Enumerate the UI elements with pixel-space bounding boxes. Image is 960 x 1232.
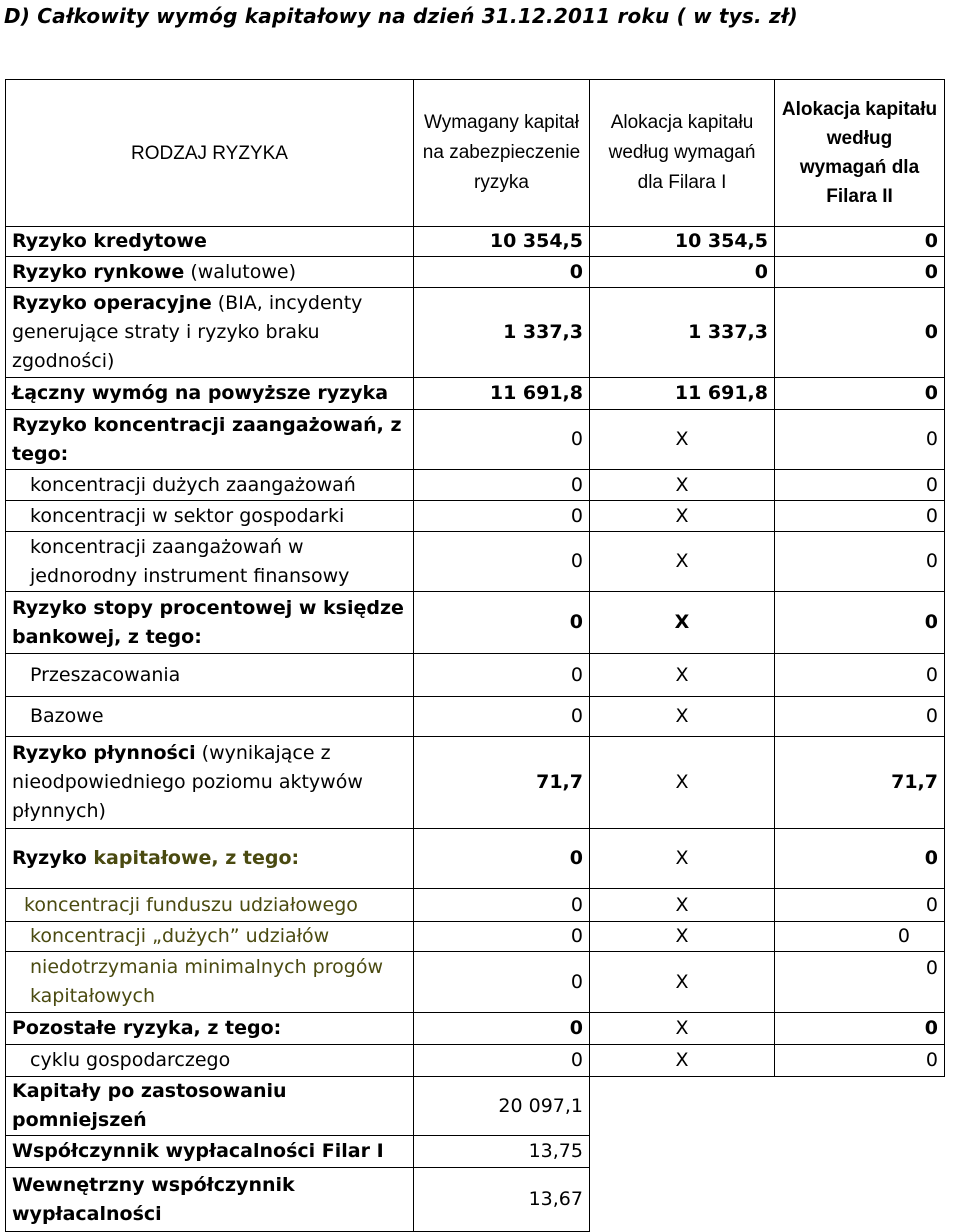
value-required: 11 691,8 [414,378,590,410]
value-required: 13,67 [414,1168,590,1232]
value-required: 0 [414,952,590,1013]
row-label: Ryzyko kapitałowe, z tego: [6,829,414,889]
value-pillar-1: 0 [590,257,775,288]
value-pillar-2: 0 [775,952,945,1013]
value-pillar-1: 1 337,3 [590,288,775,378]
value-pillar-1: X [590,1013,775,1045]
value-pillar-2: 0 [775,654,945,697]
value-required: 13,75 [414,1136,590,1168]
row-label: Wewnętrzny współczynnik wypłacalności [6,1168,414,1232]
value-pillar-2: 0 [775,288,945,378]
value-pillar-1: X [590,697,775,737]
value-pillar-1: X [590,737,775,829]
table-row [6,378,945,410]
value-required: 0 [414,829,590,889]
value-pillar-1: 10 354,5 [590,227,775,257]
row-label: niedotrzymania minimalnych progów kapitałowych [6,952,414,1013]
value-pillar-2: 0 [775,378,945,410]
table-row [6,889,945,922]
table-row [6,501,945,532]
empty-cell [590,1168,775,1232]
table-row [6,697,945,737]
empty-cell [590,1136,775,1168]
table-row [6,410,945,470]
empty-cell [590,1077,775,1136]
table-row [6,227,945,257]
table-row [6,829,945,889]
value-pillar-1: X [590,1045,775,1077]
row-label: Łączny wymóg na powyższe ryzyka [6,378,414,410]
value-required: 0 [414,410,590,470]
value-pillar-1: X [590,889,775,922]
row-label: koncentracji w sektor gospodarki [6,501,414,532]
table-row [6,1077,945,1136]
value-required: 0 [414,257,590,288]
value-required: 10 354,5 [414,227,590,257]
value-required: 0 [414,889,590,922]
value-required: 0 [414,532,590,592]
value-pillar-1: 11 691,8 [590,378,775,410]
table-row [6,288,945,378]
value-required: 0 [414,592,590,654]
value-required: 71,7 [414,737,590,829]
value-pillar-1: X [590,410,775,470]
value-pillar-1: X [590,829,775,889]
row-label: Ryzyko stopy procentowej w księdze bankowej, z tego: [6,592,414,654]
value-required: 0 [414,470,590,501]
value-pillar-2: 0 [775,1045,945,1077]
value-pillar-2: 71,7 [775,737,945,829]
value-required: 0 [414,654,590,697]
value-pillar-1: X [590,952,775,1013]
value-required: 1 337,3 [414,288,590,378]
table-row [6,952,945,1013]
column-header-required-capital: Wymagany kapitał na zabezpieczenie ryzyka [414,80,590,227]
row-label: Przeszacowania [6,654,414,697]
value-pillar-2: 0 [775,889,945,922]
row-label: Ryzyko operacyjne (BIA, incydenty generujące straty i ryzyko braku zgodności) [6,288,414,378]
table-row [6,592,945,654]
value-pillar-2: 0 [775,829,945,889]
column-header-risk-type: RODZAJ RYZYKA [6,80,414,227]
row-label: koncentracji zaangażowań w jednorodny instrument finansowy [6,532,414,592]
value-required: 20 097,1 [414,1077,590,1136]
table-row [6,654,945,697]
value-pillar-1: X [590,592,775,654]
value-pillar-2: 0 [775,227,945,257]
row-label: Kapitały po zastosowaniu pomniejszeń [6,1077,414,1136]
table-row [6,257,945,288]
row-label: koncentracji funduszu udziałowego [6,889,414,922]
value-pillar-2: 0 [775,1013,945,1045]
value-required: 0 [414,922,590,952]
row-label: koncentracji „dużych” udziałów [6,922,414,952]
empty-cell [775,1168,945,1232]
value-pillar-2: 0 [775,532,945,592]
table-row [6,1045,945,1077]
row-label: koncentracji dużych zaangażowań [6,470,414,501]
table-row [6,470,945,501]
header-row [6,80,945,227]
value-required: 0 [414,1045,590,1077]
value-pillar-1: X [590,470,775,501]
value-pillar-1: X [590,532,775,592]
value-required: 0 [414,501,590,532]
value-pillar-2: 0 [775,501,945,532]
value-pillar-2: 0 [775,697,945,737]
page-heading: D) Całkowity wymóg kapitałowy na dzień 31.12.2011 roku ( w tys. zł) [4,4,798,28]
row-label: Ryzyko płynności (wynikające z nieodpowiedniego poziomu aktywów płynnych) [6,737,414,829]
row-label: Ryzyko rynkowe (walutowe) [6,257,414,288]
capital-requirement-table [5,79,945,1232]
row-label: cyklu gospodarczego [6,1045,414,1077]
column-header-pillar-2: Alokacja kapitału według wymagań dla Filara II [775,80,945,227]
value-pillar-2: 0 [775,257,945,288]
value-pillar-2: 0 [775,592,945,654]
table-row [6,1168,945,1232]
row-label: Współczynnik wypłacalności Filar I [6,1136,414,1168]
value-pillar-2: 0 [775,410,945,470]
table-row [6,1136,945,1168]
value-pillar-1: X [590,922,775,952]
empty-cell [775,1136,945,1168]
empty-cell [775,1077,945,1136]
value-pillar-1: X [590,501,775,532]
row-label: Ryzyko kredytowe [6,227,414,257]
column-header-pillar-1: Alokacja kapitału według wymagań dla Filara I [590,80,775,227]
value-pillar-1: X [590,654,775,697]
value-pillar-2: 0 [775,470,945,501]
table-row [6,1013,945,1045]
row-label: Bazowe [6,697,414,737]
table-row [6,922,945,952]
table-row [6,737,945,829]
value-pillar-2: 0 [775,922,945,952]
value-required: 0 [414,697,590,737]
row-label: Pozostałe ryzyka, z tego: [6,1013,414,1045]
row-label: Ryzyko koncentracji zaangażowań, z tego: [6,410,414,470]
value-required: 0 [414,1013,590,1045]
table-row [6,532,945,592]
